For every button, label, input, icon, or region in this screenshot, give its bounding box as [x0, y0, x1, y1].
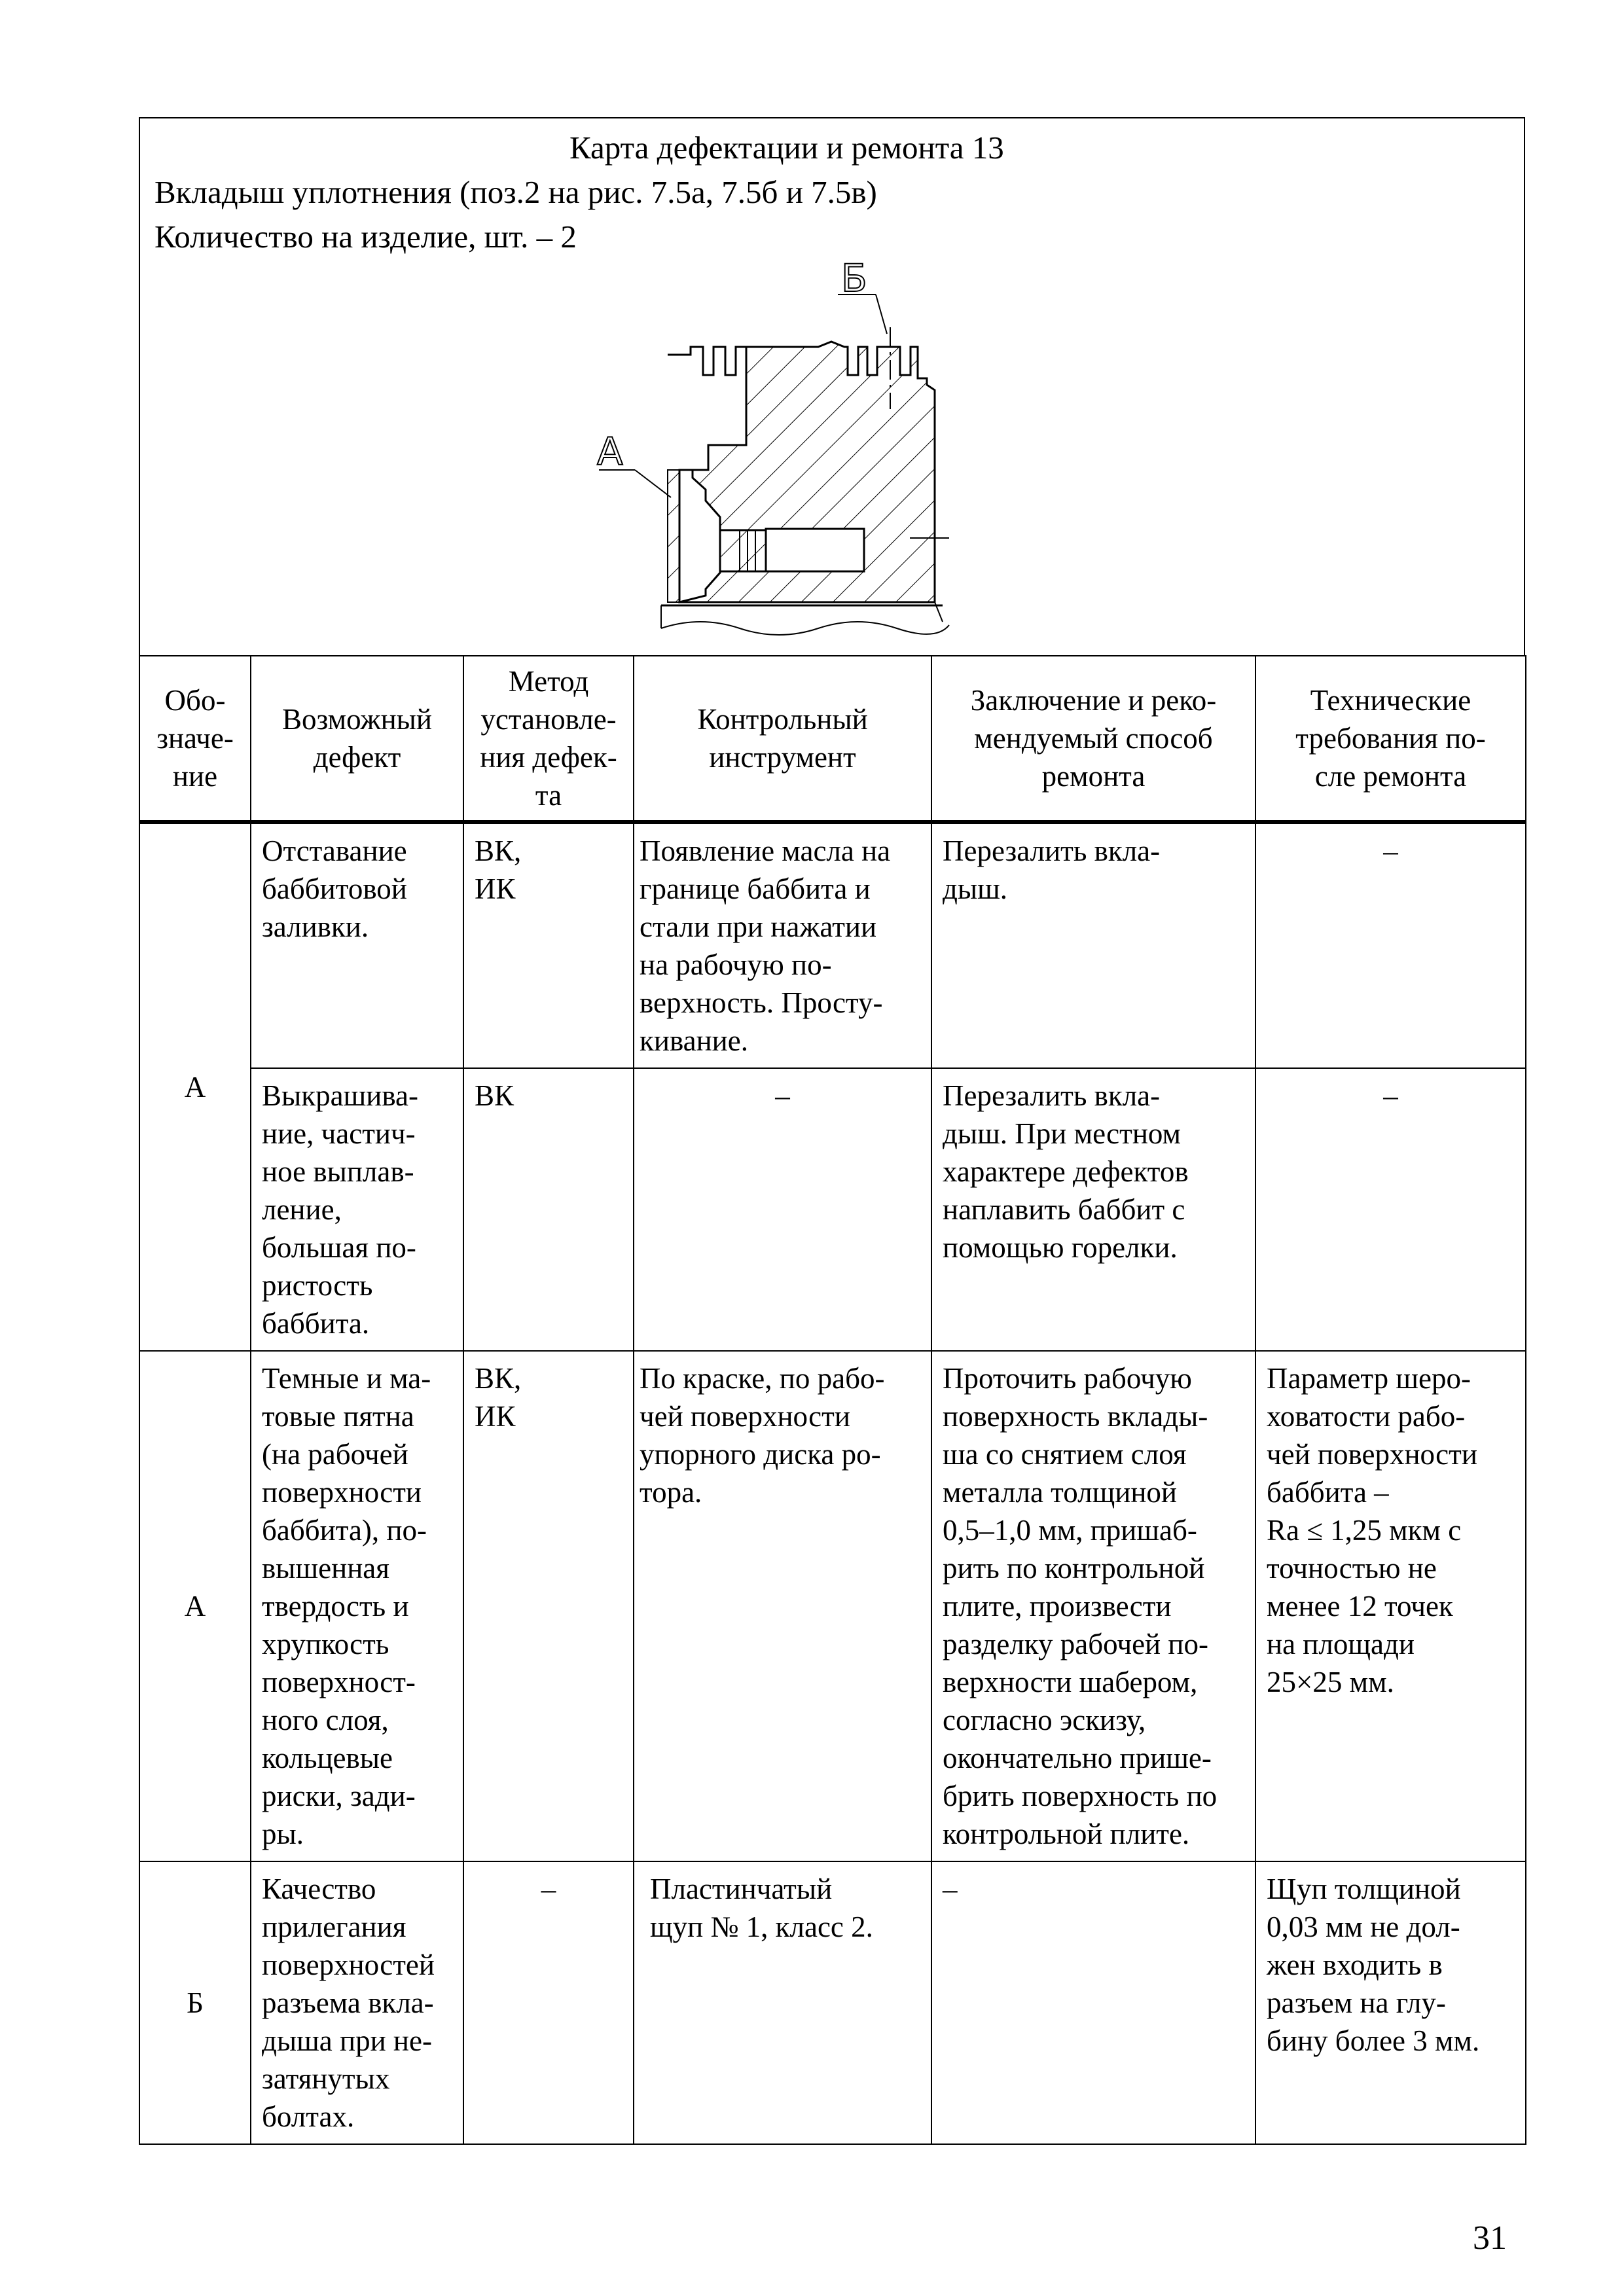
col-header-tool: Контрольный инструмент	[634, 656, 931, 822]
tool-cell: По краске, по рабо- чей поверхности упорного диска ро- тора.	[634, 1351, 931, 1861]
table-row	[139, 822, 1526, 1068]
col-header-requirements: Технические требования по- сле ремонта	[1255, 656, 1526, 822]
quantity-line: Количество на изделие, шт. – 2	[154, 219, 577, 255]
defect-table	[139, 655, 1526, 2145]
requirements-cell: –	[1255, 1068, 1526, 1351]
col-header-repair: Заключение и реко- мендуемый способ ремонта	[931, 656, 1255, 822]
designation-cell: А	[139, 822, 251, 1351]
drawing-label-b: Б	[841, 256, 867, 300]
drawing-label-a: А	[597, 429, 623, 474]
page-number: 31	[1473, 2219, 1507, 2257]
table-row	[139, 1068, 1526, 1351]
method-cell: –	[463, 1861, 634, 2144]
table-header-row	[139, 656, 1526, 822]
designation-cell: А	[139, 1351, 251, 1861]
tool-cell: Появление масла на границе баббита и стали при нажатии на рабочую по- верхность. Просту- кивание.	[634, 822, 931, 1068]
repair-cell: Перезалить вкла- дыш. При местном характере дефектов наплавить баббит с помощью горелки.	[931, 1068, 1255, 1351]
defect-cell: Отставание баббитовой заливки.	[251, 822, 463, 1068]
repair-cell: Проточить рабочую поверхность вклады- ша со снятием слоя металла толщиной 0,5–1,0 мм, пришаб- рить по контрольной плите, произвести разделку рабочей по- верхности шабером, согласно эскизу, окончательно прише- брить поверхность по контрольной плите.	[931, 1351, 1255, 1861]
col-header-method: Метод установле- ния дефек- та	[463, 656, 634, 822]
method-cell: ВК	[463, 1068, 634, 1351]
defect-cell: Качество прилегания поверхностей разъема вкла- дыша при не- затянутых болтах.	[251, 1861, 463, 2144]
requirements-cell: –	[1255, 822, 1526, 1068]
col-header-defect: Возможный дефект	[251, 656, 463, 822]
method-cell: ВК, ИК	[463, 822, 634, 1068]
designation-cell: Б	[139, 1861, 251, 2144]
method-cell: ВК, ИК	[463, 1351, 634, 1861]
table-row	[139, 1351, 1526, 1861]
tool-cell: –	[634, 1068, 931, 1351]
card-title: Карта дефектации и ремонта 13	[569, 130, 1004, 166]
part-name: Вкладыш уплотнения (поз.2 на рис. 7.5а, 7.5б и 7.5в)	[154, 174, 877, 210]
insert-drawing	[556, 249, 1080, 655]
tool-cell: Пластинчатый щуп № 1, класс 2.	[634, 1861, 931, 2144]
col-header-designation: Обо- значе- ние	[139, 656, 251, 822]
requirements-cell: Щуп толщиной 0,03 мм не дол- жен входить в разъем на глу- бину более 3 мм.	[1255, 1861, 1526, 2144]
table-row	[139, 1861, 1526, 2144]
defect-cell: Темные и ма- товые пятна (на рабочей поверхности баббита), по- вышенная твердость и хрупкость поверхност- ного слоя, кольцевые риски, зади- ры.	[251, 1351, 463, 1861]
repair-cell: –	[931, 1861, 1255, 2144]
requirements-cell: Параметр шеро- ховатости рабо- чей поверхности баббита – Ra ≤ 1,25 мкм с точностью не менее 12 точек на площади 25×25 мм.	[1255, 1351, 1526, 1861]
defect-cell: Выкрашива- ние, частич- ное выплав- ление, большая по- ристость баббита.	[251, 1068, 463, 1351]
repair-cell: Перезалить вкла- дыш.	[931, 822, 1255, 1068]
